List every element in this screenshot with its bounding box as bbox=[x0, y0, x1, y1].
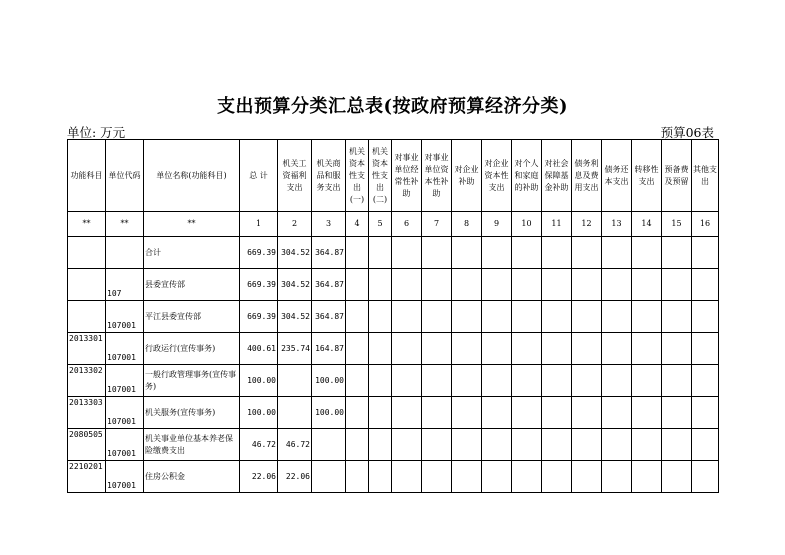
unit-name-cell: 机关服务(宣传事务) bbox=[144, 397, 240, 429]
column-header: 机关资本性支出(一) bbox=[346, 140, 369, 212]
unit-name-cell: 合计 bbox=[144, 237, 240, 269]
empty-cell bbox=[512, 333, 542, 365]
salary-welfare-cell: 46.72 bbox=[278, 429, 312, 461]
empty-cell bbox=[512, 397, 542, 429]
column-header: 机关资本性支出(二) bbox=[369, 140, 392, 212]
empty-cell bbox=[452, 301, 482, 333]
unit-code-cell: 107001 bbox=[106, 397, 144, 429]
empty-cell bbox=[482, 429, 512, 461]
column-header: 对企业补助 bbox=[452, 140, 482, 212]
salary-welfare-cell bbox=[278, 397, 312, 429]
salary-welfare-cell: 235.74 bbox=[278, 333, 312, 365]
header-row bbox=[68, 140, 719, 212]
table-row bbox=[68, 269, 719, 301]
column-header: 对个人和家庭的补助 bbox=[512, 140, 542, 212]
column-header: 机关工资福利支出 bbox=[278, 140, 312, 212]
empty-cell bbox=[512, 269, 542, 301]
column-header: 预备费及预留 bbox=[662, 140, 692, 212]
empty-cell bbox=[662, 461, 692, 493]
table-row bbox=[68, 365, 719, 397]
empty-cell bbox=[632, 429, 662, 461]
empty-cell bbox=[542, 365, 572, 397]
empty-cell bbox=[572, 365, 602, 397]
total-cell: 100.00 bbox=[240, 397, 278, 429]
empty-cell bbox=[346, 461, 369, 493]
table-number: 预算06表 bbox=[660, 125, 714, 140]
empty-cell bbox=[452, 269, 482, 301]
empty-cell bbox=[346, 301, 369, 333]
empty-cell bbox=[392, 429, 422, 461]
empty-cell bbox=[632, 237, 662, 269]
empty-cell bbox=[482, 461, 512, 493]
column-index: 13 bbox=[602, 212, 632, 237]
empty-cell bbox=[692, 365, 719, 397]
empty-cell bbox=[369, 397, 392, 429]
empty-cell bbox=[346, 429, 369, 461]
column-index: ** bbox=[144, 212, 240, 237]
empty-cell bbox=[572, 461, 602, 493]
empty-cell bbox=[392, 461, 422, 493]
function-code-cell: 2013303 bbox=[68, 397, 106, 429]
unit-label: 单位: 万元 bbox=[67, 125, 126, 140]
page-title: 支出预算分类汇总表(按政府预算经济分类) bbox=[216, 96, 569, 117]
salary-welfare-cell: 304.52 bbox=[278, 237, 312, 269]
empty-cell bbox=[662, 237, 692, 269]
column-header: 单位名称(功能科目) bbox=[144, 140, 240, 212]
empty-cell bbox=[369, 333, 392, 365]
column-index: 7 bbox=[422, 212, 452, 237]
empty-cell bbox=[392, 333, 422, 365]
empty-cell bbox=[692, 301, 719, 333]
column-index: 3 bbox=[312, 212, 346, 237]
empty-cell bbox=[572, 301, 602, 333]
empty-cell bbox=[692, 269, 719, 301]
unit-name-cell: 住房公积金 bbox=[144, 461, 240, 493]
column-header: 功能科目 bbox=[68, 140, 106, 212]
table-row bbox=[68, 333, 719, 365]
unit-code-cell bbox=[106, 237, 144, 269]
empty-cell bbox=[542, 429, 572, 461]
empty-cell bbox=[692, 397, 719, 429]
unit-code-cell: 107001 bbox=[106, 301, 144, 333]
empty-cell bbox=[602, 397, 632, 429]
function-code-cell: 2210201 bbox=[68, 461, 106, 493]
empty-cell bbox=[542, 333, 572, 365]
empty-cell bbox=[452, 333, 482, 365]
empty-cell bbox=[602, 461, 632, 493]
total-cell: 46.72 bbox=[240, 429, 278, 461]
empty-cell bbox=[632, 269, 662, 301]
unit-name-cell: 平江县委宣传部 bbox=[144, 301, 240, 333]
goods-services-cell: 364.87 bbox=[312, 301, 346, 333]
column-index: 8 bbox=[452, 212, 482, 237]
column-index: 15 bbox=[662, 212, 692, 237]
empty-cell bbox=[512, 365, 542, 397]
empty-cell bbox=[346, 333, 369, 365]
function-code-cell: 2013302 bbox=[68, 365, 106, 397]
unit-code-cell: 107001 bbox=[106, 429, 144, 461]
empty-cell bbox=[369, 301, 392, 333]
empty-cell bbox=[452, 429, 482, 461]
column-header: 债务利息及费用支出 bbox=[572, 140, 602, 212]
column-header: 对企业资本性支出 bbox=[482, 140, 512, 212]
table-row bbox=[68, 397, 719, 429]
empty-cell bbox=[542, 301, 572, 333]
empty-cell bbox=[632, 333, 662, 365]
empty-cell bbox=[572, 333, 602, 365]
empty-cell bbox=[452, 461, 482, 493]
empty-cell bbox=[662, 365, 692, 397]
table-row bbox=[68, 429, 719, 461]
empty-cell bbox=[452, 237, 482, 269]
column-index: 11 bbox=[542, 212, 572, 237]
column-index: 5 bbox=[369, 212, 392, 237]
empty-cell bbox=[632, 397, 662, 429]
unit-name-cell: 县委宣传部 bbox=[144, 269, 240, 301]
empty-cell bbox=[692, 429, 719, 461]
table-row bbox=[68, 461, 719, 493]
empty-cell bbox=[602, 237, 632, 269]
empty-cell bbox=[422, 269, 452, 301]
empty-cell bbox=[369, 269, 392, 301]
empty-cell bbox=[632, 301, 662, 333]
empty-cell bbox=[369, 365, 392, 397]
empty-cell bbox=[422, 237, 452, 269]
empty-cell bbox=[692, 237, 719, 269]
empty-cell bbox=[452, 365, 482, 397]
empty-cell bbox=[369, 429, 392, 461]
empty-cell bbox=[692, 461, 719, 493]
empty-cell bbox=[346, 397, 369, 429]
empty-cell bbox=[346, 365, 369, 397]
empty-cell bbox=[572, 269, 602, 301]
empty-cell bbox=[602, 333, 632, 365]
empty-cell bbox=[392, 365, 422, 397]
unit-code-cell: 107001 bbox=[106, 333, 144, 365]
function-code-cell bbox=[68, 301, 106, 333]
function-code-cell: 2013301 bbox=[68, 333, 106, 365]
empty-cell bbox=[512, 429, 542, 461]
empty-cell bbox=[512, 301, 542, 333]
empty-cell bbox=[662, 333, 692, 365]
total-cell: 22.06 bbox=[240, 461, 278, 493]
empty-cell bbox=[542, 397, 572, 429]
empty-cell bbox=[632, 365, 662, 397]
total-cell: 669.39 bbox=[240, 237, 278, 269]
goods-services-cell: 164.87 bbox=[312, 333, 346, 365]
empty-cell bbox=[602, 429, 632, 461]
empty-cell bbox=[422, 397, 452, 429]
empty-cell bbox=[422, 333, 452, 365]
total-cell: 400.61 bbox=[240, 333, 278, 365]
column-header: 总 计 bbox=[240, 140, 278, 212]
empty-cell bbox=[662, 269, 692, 301]
empty-cell bbox=[482, 365, 512, 397]
empty-cell bbox=[346, 269, 369, 301]
goods-services-cell bbox=[312, 429, 346, 461]
column-index: 12 bbox=[572, 212, 602, 237]
empty-cell bbox=[369, 461, 392, 493]
column-index: 2 bbox=[278, 212, 312, 237]
total-cell: 669.39 bbox=[240, 301, 278, 333]
function-code-cell: 2080505 bbox=[68, 429, 106, 461]
empty-cell bbox=[392, 397, 422, 429]
empty-cell bbox=[392, 237, 422, 269]
empty-cell bbox=[346, 237, 369, 269]
table-row bbox=[68, 301, 719, 333]
empty-cell bbox=[602, 301, 632, 333]
unit-name-cell: 机关事业单位基本养老保险缴费支出 bbox=[144, 429, 240, 461]
empty-cell bbox=[572, 237, 602, 269]
salary-welfare-cell bbox=[278, 365, 312, 397]
empty-cell bbox=[482, 397, 512, 429]
budget-table bbox=[67, 139, 719, 493]
empty-cell bbox=[632, 461, 662, 493]
empty-cell bbox=[662, 397, 692, 429]
empty-cell bbox=[572, 429, 602, 461]
empty-cell bbox=[482, 269, 512, 301]
empty-cell bbox=[602, 365, 632, 397]
column-header: 转移性支出 bbox=[632, 140, 662, 212]
column-index: 4 bbox=[346, 212, 369, 237]
empty-cell bbox=[602, 269, 632, 301]
column-header: 机关商品和服务支出 bbox=[312, 140, 346, 212]
goods-services-cell: 364.87 bbox=[312, 269, 346, 301]
total-cell: 100.00 bbox=[240, 365, 278, 397]
empty-cell bbox=[512, 461, 542, 493]
column-index: 6 bbox=[392, 212, 422, 237]
column-index: 14 bbox=[632, 212, 662, 237]
unit-name-cell: 一般行政管理事务(宣传事务) bbox=[144, 365, 240, 397]
empty-cell bbox=[392, 269, 422, 301]
salary-welfare-cell: 304.52 bbox=[278, 269, 312, 301]
unit-code-cell: 107 bbox=[106, 269, 144, 301]
index-row bbox=[68, 212, 719, 237]
empty-cell bbox=[392, 301, 422, 333]
function-code-cell bbox=[68, 269, 106, 301]
column-index: 1 bbox=[240, 212, 278, 237]
column-header: 单位代码 bbox=[106, 140, 144, 212]
goods-services-cell: 100.00 bbox=[312, 365, 346, 397]
empty-cell bbox=[369, 237, 392, 269]
column-index: 9 bbox=[482, 212, 512, 237]
salary-welfare-cell: 22.06 bbox=[278, 461, 312, 493]
empty-cell bbox=[482, 237, 512, 269]
unit-name-cell: 行政运行(宣传事务) bbox=[144, 333, 240, 365]
empty-cell bbox=[512, 237, 542, 269]
column-index: ** bbox=[68, 212, 106, 237]
empty-cell bbox=[422, 461, 452, 493]
empty-cell bbox=[482, 333, 512, 365]
column-header: 对社会保障基金补助 bbox=[542, 140, 572, 212]
column-header: 其他支出 bbox=[692, 140, 719, 212]
column-header: 对事业单位资本性补助 bbox=[422, 140, 452, 212]
unit-code-cell: 107001 bbox=[106, 365, 144, 397]
column-header: 对事业单位经常性补助 bbox=[392, 140, 422, 212]
empty-cell bbox=[542, 461, 572, 493]
empty-cell bbox=[422, 301, 452, 333]
empty-cell bbox=[662, 301, 692, 333]
empty-cell bbox=[662, 429, 692, 461]
total-cell: 669.39 bbox=[240, 269, 278, 301]
salary-welfare-cell: 304.52 bbox=[278, 301, 312, 333]
empty-cell bbox=[692, 333, 719, 365]
empty-cell bbox=[542, 237, 572, 269]
empty-cell bbox=[482, 301, 512, 333]
goods-services-cell: 100.00 bbox=[312, 397, 346, 429]
function-code-cell bbox=[68, 237, 106, 269]
empty-cell bbox=[422, 429, 452, 461]
table-row bbox=[68, 237, 719, 269]
column-index: ** bbox=[106, 212, 144, 237]
empty-cell bbox=[542, 269, 572, 301]
empty-cell bbox=[572, 397, 602, 429]
column-index: 10 bbox=[512, 212, 542, 237]
column-index: 16 bbox=[692, 212, 719, 237]
column-header: 债务还本支出 bbox=[602, 140, 632, 212]
goods-services-cell: 364.87 bbox=[312, 237, 346, 269]
empty-cell bbox=[452, 397, 482, 429]
empty-cell bbox=[422, 365, 452, 397]
goods-services-cell bbox=[312, 461, 346, 493]
unit-code-cell: 107001 bbox=[106, 461, 144, 493]
